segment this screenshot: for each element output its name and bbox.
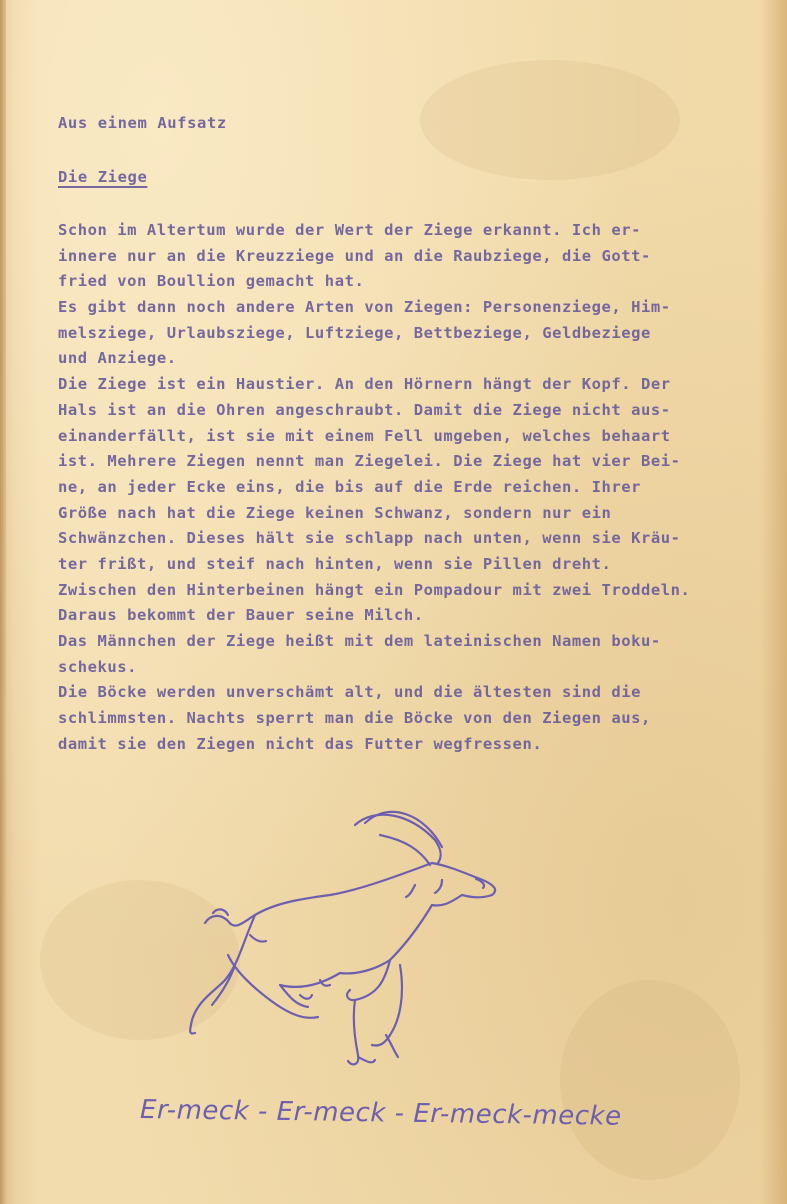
body-line: ter frißt, und steif nach hinten, wenn sie Pillen dreht. (58, 554, 612, 573)
body-line: Schwänzchen. Dieses hält sie schlapp nach unten, wenn sie Kräu- (58, 529, 681, 548)
body-line: Die Böcke werden unverschämt alt, und die ältesten sind die (58, 683, 642, 702)
body-line: Hals ist an die Ohren angeschraubt. Damit die Ziege nicht aus- (58, 400, 671, 419)
body-line: melsziege, Urlaubsziege, Luftziege, Bettbeziege, Geldbeziege (58, 323, 651, 342)
body-line: Daraus bekommt der Bauer seine Milch. (58, 606, 424, 625)
body-line: Schon im Altertum wurde der Wert der Ziege erkannt. Ich er- (58, 221, 642, 239)
body-line: ne, an jeder Ecke eins, die bis auf die Erde reichen. Ihrer (58, 477, 642, 496)
body-line: innere nur an die Kreuzziege und an die Raubziege, die Gott- (58, 246, 651, 265)
body-line: ist. Mehrere Ziegen nennt man Ziegelei. Die Ziege hat vier Bei- (58, 452, 681, 471)
document-heading: Aus einem Aufsatz (58, 114, 227, 132)
body-line: Die Ziege ist ein Haustier. An den Hörnern hängt der Kopf. Der (58, 375, 671, 394)
body-line: einanderfällt, ist sie mit einem Fell umgeben, welches behaart (58, 426, 671, 445)
body-line: und Anziege. (58, 349, 177, 368)
body-line: Zwischen den Hinterbeinen hängt ein Pompadour mit zwei Troddeln. (58, 580, 691, 599)
body-line: fried von Boullion gemacht hat. (58, 272, 365, 291)
document-title: Die Ziege (58, 168, 148, 186)
body-line: Das Männchen der Ziege heißt mit dem lateinischen Namen boku- (58, 632, 661, 650)
handwritten-caption: Er-meck - Er-meck - Er-meck-mecke (139, 1095, 622, 1132)
body-line: schekus. (58, 657, 138, 676)
body-line: Es gibt dann noch andere Arten von Ziegen: Personenziege, Him- (58, 298, 671, 317)
body-line: damit sie den Ziegen nicht das Futter wegfressen. (58, 734, 543, 753)
body-line: Größe nach hat die Ziege keinen Schwanz, sondern nur ein (58, 503, 612, 522)
paper-stain (420, 60, 680, 180)
body-line: schlimmsten. Nachts sperrt man die Böcke von den Ziegen aus, (58, 709, 651, 728)
paper-stain (560, 980, 740, 1180)
document-body (58, 218, 690, 757)
paper-edge (0, 0, 6, 1204)
goat-sketch (180, 795, 510, 1080)
